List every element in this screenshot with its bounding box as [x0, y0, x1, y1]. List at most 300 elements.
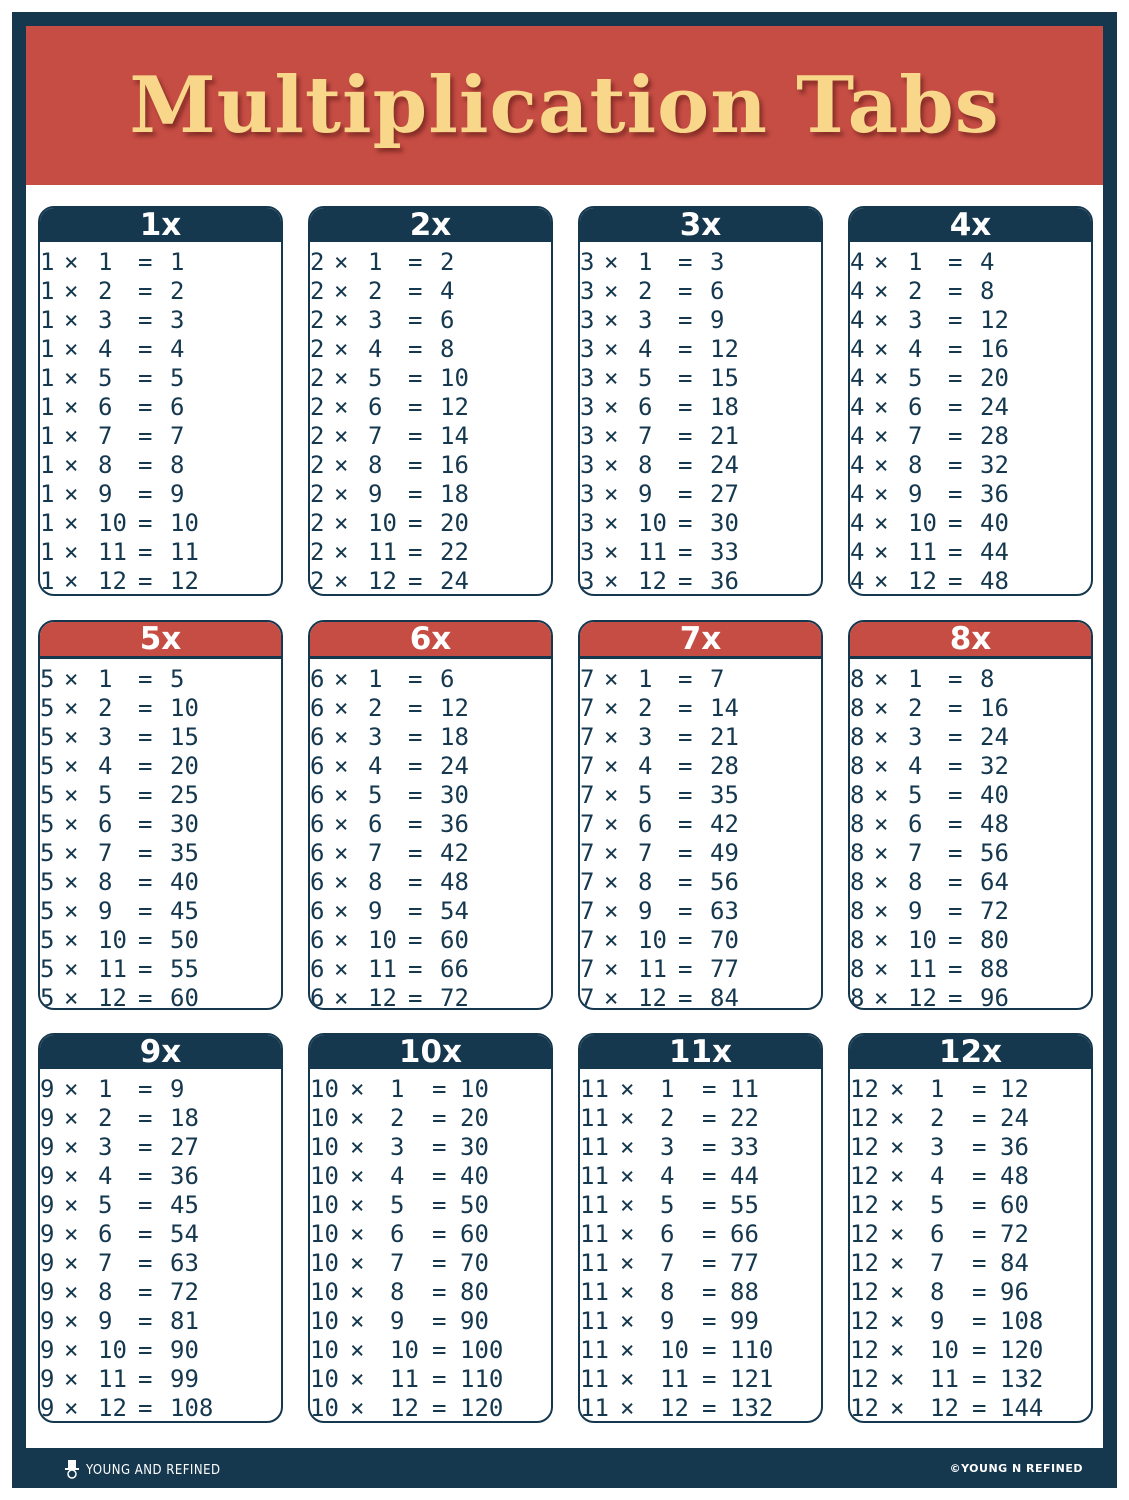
equals-sign: =: [948, 809, 963, 838]
table-rows: [580, 1069, 821, 1422]
table-row: [310, 983, 551, 1010]
times-sign: ×: [350, 1364, 365, 1393]
times-sign: ×: [620, 1161, 635, 1190]
table-row: [850, 809, 1091, 838]
equals-sign: =: [408, 363, 423, 392]
multiplier: 12: [908, 983, 937, 1010]
times-sign: ×: [874, 809, 889, 838]
table-row: [580, 566, 821, 595]
times-sign: ×: [604, 363, 619, 392]
multiplier: 11: [368, 954, 397, 983]
multiplicand: 3: [580, 305, 595, 334]
multiplicand: 1: [40, 508, 55, 537]
multiplicand: 5: [40, 780, 55, 809]
multiplicand: 11: [580, 1132, 609, 1161]
multiplier: 8: [660, 1277, 675, 1306]
product: 40: [460, 1161, 489, 1190]
multiplicand: 4: [850, 508, 865, 537]
equals-sign: =: [678, 925, 693, 954]
table-row: [580, 537, 821, 566]
table-row: [580, 751, 821, 780]
equals-sign: =: [702, 1190, 717, 1219]
multiplicand: 7: [580, 693, 595, 722]
multiplicand: 7: [580, 838, 595, 867]
equals-sign: =: [138, 1190, 153, 1219]
times-sign: ×: [334, 247, 349, 276]
equals-sign: =: [408, 450, 423, 479]
multiplicand: 2: [310, 508, 325, 537]
equals-sign: =: [408, 838, 423, 867]
equals-sign: =: [408, 479, 423, 508]
multiplicand: 6: [310, 896, 325, 925]
equals-sign: =: [972, 1393, 987, 1422]
equals-sign: =: [972, 1074, 987, 1103]
table-row: [850, 247, 1091, 276]
multiplier: 12: [98, 983, 127, 1010]
table-header: 11x: [580, 1035, 821, 1069]
multiplier: 8: [390, 1277, 405, 1306]
top-hat-icon: [64, 1460, 80, 1480]
table-row: [850, 1161, 1091, 1190]
product: 10: [440, 363, 469, 392]
multiplicand: 11: [580, 1335, 609, 1364]
multiplier: 4: [908, 334, 923, 363]
table-row: [850, 1103, 1091, 1132]
equals-sign: =: [138, 363, 153, 392]
equals-sign: =: [972, 1161, 987, 1190]
equals-sign: =: [948, 537, 963, 566]
times-sign: ×: [604, 392, 619, 421]
times-sign: ×: [64, 983, 79, 1010]
equals-sign: =: [948, 276, 963, 305]
equals-sign: =: [948, 954, 963, 983]
multiplicand: 10: [310, 1161, 339, 1190]
table-row: [40, 276, 281, 305]
multiplicand: 8: [850, 693, 865, 722]
multiplicand: 4: [850, 421, 865, 450]
table-row: [580, 722, 821, 751]
multiplier: 12: [368, 566, 397, 595]
times-sign: ×: [64, 276, 79, 305]
times-sign: ×: [64, 1364, 79, 1393]
product: 36: [440, 809, 469, 838]
multiplicand: 1: [40, 305, 55, 334]
multiplier: 1: [98, 664, 113, 693]
equals-sign: =: [408, 421, 423, 450]
multiplicand: 6: [310, 838, 325, 867]
product: 16: [980, 334, 1009, 363]
multiplier: 10: [908, 508, 937, 537]
product: 96: [1000, 1277, 1029, 1306]
multiplicand: 11: [580, 1277, 609, 1306]
multiplier: 4: [390, 1161, 405, 1190]
product: 108: [1000, 1306, 1044, 1335]
multiplier: 3: [98, 1132, 113, 1161]
table-row: [40, 1161, 281, 1190]
multiplier: 5: [390, 1190, 405, 1219]
equals-sign: =: [408, 247, 423, 276]
times-sign: ×: [64, 537, 79, 566]
product: 9: [710, 305, 725, 334]
multiplier: 11: [638, 954, 667, 983]
product: 99: [170, 1364, 199, 1393]
multiplier: 7: [98, 421, 113, 450]
multiplicand: 9: [40, 1248, 55, 1277]
equals-sign: =: [408, 392, 423, 421]
equals-sign: =: [408, 780, 423, 809]
equals-sign: =: [702, 1248, 717, 1277]
multiplicand: 2: [310, 334, 325, 363]
multiplicand: 12: [850, 1219, 879, 1248]
table-row: [580, 1364, 821, 1393]
table-row: [850, 954, 1091, 983]
multiplier: 7: [390, 1248, 405, 1277]
equals-sign: =: [408, 693, 423, 722]
times-sign: ×: [334, 983, 349, 1010]
multiplier: 3: [660, 1132, 675, 1161]
multiplicand: 11: [580, 1364, 609, 1393]
multiplicand: 1: [40, 363, 55, 392]
multiplier: 8: [908, 867, 923, 896]
product: 49: [710, 838, 739, 867]
times-sign: ×: [604, 838, 619, 867]
table-row: [310, 838, 551, 867]
equals-sign: =: [702, 1219, 717, 1248]
times-sign: ×: [604, 954, 619, 983]
equals-sign: =: [678, 450, 693, 479]
multiplier: 2: [98, 1103, 113, 1132]
multiplicand: 11: [580, 1393, 609, 1422]
multiplicand: 4: [850, 479, 865, 508]
table-row: [850, 896, 1091, 925]
table-row: [40, 925, 281, 954]
multiplier: 11: [908, 537, 937, 566]
equals-sign: =: [138, 392, 153, 421]
equals-sign: =: [138, 247, 153, 276]
table-row: [580, 363, 821, 392]
multiplicand: 3: [580, 363, 595, 392]
times-sign: ×: [874, 693, 889, 722]
table-row: [850, 1219, 1091, 1248]
multiplicand: 11: [580, 1161, 609, 1190]
table-row: [40, 838, 281, 867]
times-sign: ×: [334, 722, 349, 751]
multiplier: 2: [930, 1103, 945, 1132]
times-sign: ×: [334, 537, 349, 566]
product: 20: [460, 1103, 489, 1132]
table-row: [40, 247, 281, 276]
times-sign: ×: [350, 1074, 365, 1103]
table-row: [580, 1161, 821, 1190]
product: 55: [730, 1190, 759, 1219]
table-row: [580, 1074, 821, 1103]
equals-sign: =: [948, 693, 963, 722]
table-row: [310, 450, 551, 479]
times-sign: ×: [64, 1132, 79, 1161]
product: 9: [170, 1074, 185, 1103]
table-row: [40, 479, 281, 508]
multiplier: 7: [638, 421, 653, 450]
multiplicand: 11: [580, 1074, 609, 1103]
table-row: [310, 276, 551, 305]
product: 81: [170, 1306, 199, 1335]
multiplicand: 10: [310, 1248, 339, 1277]
table-row: [580, 896, 821, 925]
product: 45: [170, 896, 199, 925]
multiplier: 1: [660, 1074, 675, 1103]
table-row: [580, 450, 821, 479]
equals-sign: =: [678, 780, 693, 809]
times-sign: ×: [874, 247, 889, 276]
equals-sign: =: [408, 566, 423, 595]
times-sign: ×: [64, 954, 79, 983]
table-row: [310, 334, 551, 363]
multiplier: 8: [98, 1277, 113, 1306]
table-rows: [850, 659, 1091, 1010]
times-sign: ×: [64, 1335, 79, 1364]
times-sign: ×: [64, 479, 79, 508]
multiplicand: 12: [850, 1306, 879, 1335]
equals-sign: =: [408, 305, 423, 334]
equals-sign: =: [138, 508, 153, 537]
times-sign: ×: [334, 450, 349, 479]
equals-sign: =: [432, 1219, 447, 1248]
times-sign: ×: [604, 247, 619, 276]
multiplicand: 6: [310, 983, 325, 1010]
product: 15: [710, 363, 739, 392]
multiplier: 2: [368, 693, 383, 722]
table-row: [850, 693, 1091, 722]
multiplier: 3: [638, 722, 653, 751]
multiplier: 2: [98, 276, 113, 305]
times-sign: ×: [874, 276, 889, 305]
multiplicand: 2: [310, 479, 325, 508]
multiplier: 3: [638, 305, 653, 334]
multiplicand: 5: [40, 896, 55, 925]
product: 110: [460, 1364, 504, 1393]
table-row: [40, 363, 281, 392]
equals-sign: =: [678, 479, 693, 508]
product: 55: [170, 954, 199, 983]
multiplicand: 6: [310, 954, 325, 983]
page-title: Multiplication Tabs: [129, 60, 1000, 151]
multiplicand: 7: [580, 751, 595, 780]
table-row: [580, 838, 821, 867]
equals-sign: =: [678, 334, 693, 363]
times-sign: ×: [604, 334, 619, 363]
multiplicand: 11: [580, 1248, 609, 1277]
product: 16: [440, 450, 469, 479]
multiplier: 9: [98, 1306, 113, 1335]
table-row: [310, 1248, 551, 1277]
product: 63: [170, 1248, 199, 1277]
product: 18: [170, 1103, 199, 1132]
multiplicand: 3: [580, 537, 595, 566]
product: 24: [980, 722, 1009, 751]
times-sign: ×: [334, 838, 349, 867]
equals-sign: =: [948, 247, 963, 276]
table-row: [310, 363, 551, 392]
product: 84: [1000, 1248, 1029, 1277]
times-sign: ×: [874, 896, 889, 925]
table-row: [850, 925, 1091, 954]
multiplier: 2: [660, 1103, 675, 1132]
table-row: [310, 1364, 551, 1393]
product: 4: [980, 247, 995, 276]
multiplier: 12: [368, 983, 397, 1010]
multiplier: 8: [638, 867, 653, 896]
multiplicand: 6: [310, 925, 325, 954]
product: 42: [440, 838, 469, 867]
product: 50: [170, 925, 199, 954]
times-sign: ×: [334, 421, 349, 450]
equals-sign: =: [432, 1306, 447, 1335]
multiplier: 8: [98, 450, 113, 479]
table-row: [850, 1306, 1091, 1335]
multiplicand: 2: [310, 537, 325, 566]
multiplicand: 12: [850, 1103, 879, 1132]
multiplier: 3: [908, 305, 923, 334]
multiplicand: 2: [310, 392, 325, 421]
times-sign: ×: [64, 1277, 79, 1306]
multiplier: 5: [638, 780, 653, 809]
product: 77: [710, 954, 739, 983]
times-sign: ×: [64, 566, 79, 595]
equals-sign: =: [948, 363, 963, 392]
multiplier: 5: [908, 780, 923, 809]
product: 3: [170, 305, 185, 334]
multiplier: 2: [908, 276, 923, 305]
multiplicand: 5: [40, 751, 55, 780]
times-sign: ×: [620, 1132, 635, 1161]
tables-grid: [38, 206, 1098, 1446]
table-header: 4x: [850, 208, 1091, 242]
multiplier: 9: [908, 896, 923, 925]
table-row: [310, 693, 551, 722]
multiplicand: 7: [580, 954, 595, 983]
equals-sign: =: [138, 838, 153, 867]
product: 90: [170, 1335, 199, 1364]
table-row: [310, 1161, 551, 1190]
times-sign: ×: [874, 392, 889, 421]
table-row: [40, 954, 281, 983]
table-row: [850, 751, 1091, 780]
multiplicand: 12: [850, 1161, 879, 1190]
multiplier: 10: [368, 508, 397, 537]
table-header: 12x: [850, 1035, 1091, 1069]
product: 8: [440, 334, 455, 363]
product: 12: [440, 693, 469, 722]
times-sign: ×: [334, 693, 349, 722]
equals-sign: =: [138, 537, 153, 566]
times-sign: ×: [334, 305, 349, 334]
times-sign: ×: [64, 751, 79, 780]
equals-sign: =: [678, 392, 693, 421]
table-header: 2x: [310, 208, 551, 242]
product: 25: [170, 780, 199, 809]
table-card-9x: [38, 1033, 283, 1423]
equals-sign: =: [138, 1248, 153, 1277]
equals-sign: =: [678, 751, 693, 780]
multiplier: 5: [368, 780, 383, 809]
table-card-3x: [578, 206, 823, 596]
table-header: 6x: [310, 622, 551, 659]
equals-sign: =: [972, 1335, 987, 1364]
multiplier: 6: [638, 392, 653, 421]
multiplier: 4: [908, 751, 923, 780]
times-sign: ×: [64, 421, 79, 450]
table-header: 8x: [850, 622, 1091, 659]
product: 60: [1000, 1190, 1029, 1219]
equals-sign: =: [948, 305, 963, 334]
title-banner: [26, 26, 1103, 185]
equals-sign: =: [678, 566, 693, 595]
table-row: [310, 1190, 551, 1219]
times-sign: ×: [64, 780, 79, 809]
multiplier: 1: [390, 1074, 405, 1103]
multiplier: 6: [908, 392, 923, 421]
equals-sign: =: [972, 1248, 987, 1277]
table-row: [580, 1248, 821, 1277]
multiplier: 6: [368, 392, 383, 421]
times-sign: ×: [874, 780, 889, 809]
equals-sign: =: [408, 896, 423, 925]
multiplicand: 10: [310, 1277, 339, 1306]
table-row: [310, 566, 551, 595]
times-sign: ×: [874, 537, 889, 566]
multiplier: 10: [638, 925, 667, 954]
multiplicand: 7: [580, 983, 595, 1010]
multiplier: 7: [98, 1248, 113, 1277]
times-sign: ×: [334, 780, 349, 809]
equals-sign: =: [138, 1335, 153, 1364]
table-rows: [40, 1069, 281, 1422]
table-row: [580, 1306, 821, 1335]
table-row: [310, 664, 551, 693]
equals-sign: =: [138, 954, 153, 983]
product: 16: [980, 693, 1009, 722]
table-row: [40, 392, 281, 421]
equals-sign: =: [702, 1132, 717, 1161]
product: 6: [710, 276, 725, 305]
multiplicand: 8: [850, 809, 865, 838]
product: 18: [440, 722, 469, 751]
product: 36: [170, 1161, 199, 1190]
equals-sign: =: [972, 1306, 987, 1335]
table-row: [310, 305, 551, 334]
table-row: [580, 1132, 821, 1161]
product: 21: [710, 722, 739, 751]
equals-sign: =: [408, 751, 423, 780]
table-row: [850, 566, 1091, 595]
product: 24: [710, 450, 739, 479]
table-row: [850, 722, 1091, 751]
multiplier: 7: [930, 1248, 945, 1277]
table-row: [850, 1074, 1091, 1103]
multiplicand: 12: [850, 1248, 879, 1277]
multiplier: 9: [930, 1306, 945, 1335]
multiplier: 11: [98, 954, 127, 983]
multiplier: 7: [368, 838, 383, 867]
multiplicand: 8: [850, 896, 865, 925]
table-row: [310, 809, 551, 838]
equals-sign: =: [678, 983, 693, 1010]
multiplier: 4: [660, 1161, 675, 1190]
equals-sign: =: [702, 1103, 717, 1132]
times-sign: ×: [604, 537, 619, 566]
times-sign: ×: [64, 1103, 79, 1132]
table-row: [580, 508, 821, 537]
